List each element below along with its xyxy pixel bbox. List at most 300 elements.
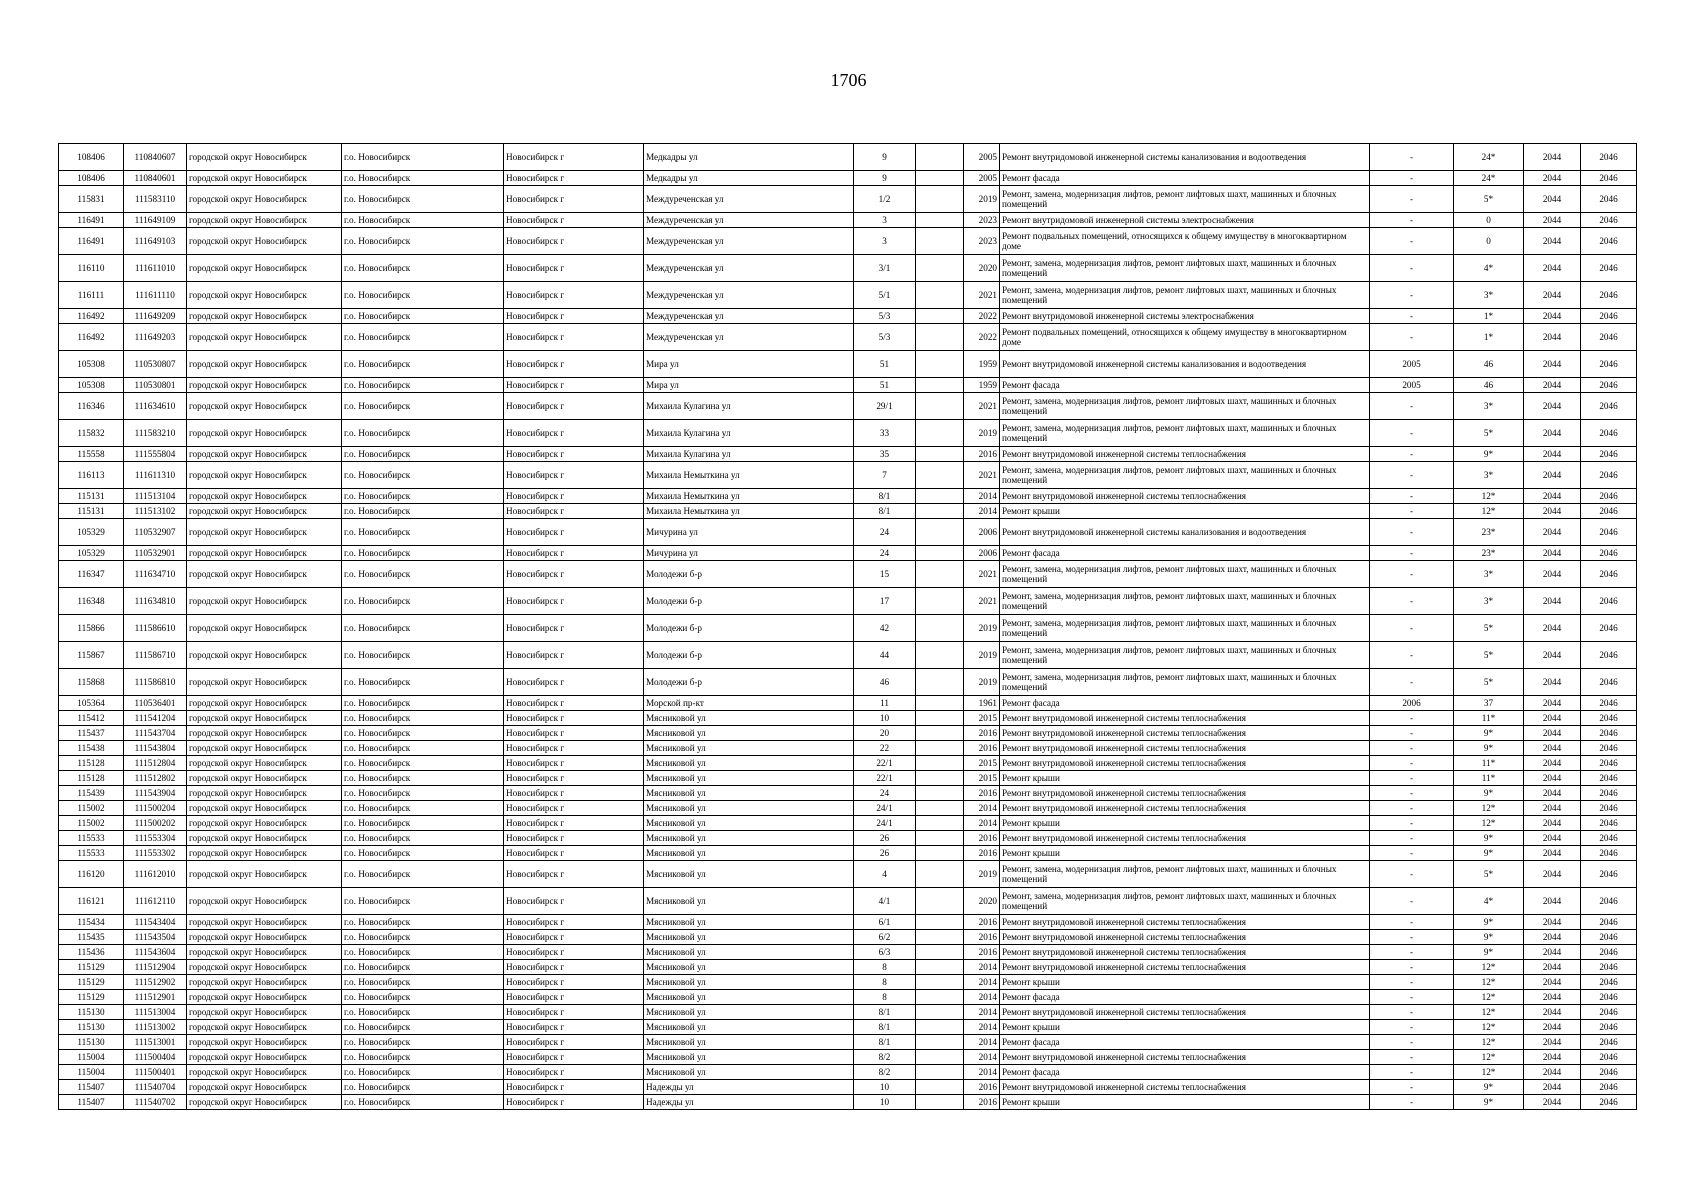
table-row xyxy=(59,861,1637,888)
municipality-cell: городской округ Новосибирск xyxy=(187,642,342,669)
city-cell: Новосибирск г xyxy=(504,462,644,489)
work-id-cell: 111586610 xyxy=(124,615,187,642)
work-type-cell: Ремонт внутридомовой инженерной системы теплоснабжения xyxy=(1000,711,1370,726)
plan-start-year-cell: 2044 xyxy=(1524,846,1581,861)
house-id-cell: 116492 xyxy=(59,324,124,351)
work-id-cell: 111512804 xyxy=(124,756,187,771)
house-number-cell: 24/1 xyxy=(854,801,916,816)
street-cell: Мясниковой ул xyxy=(644,816,854,831)
street-cell: Междуреченская ул xyxy=(644,228,854,255)
last-repair-year-cell: - xyxy=(1370,669,1454,696)
last-repair-year-cell: - xyxy=(1370,213,1454,228)
last-repair-year-cell: - xyxy=(1370,1065,1454,1080)
district-cell: г.о. Новосибирск xyxy=(342,489,504,504)
city-cell: Новосибирск г xyxy=(504,546,644,561)
building-cell xyxy=(916,756,964,771)
street-cell: Мясниковой ул xyxy=(644,930,854,945)
wear-cell: 11* xyxy=(1454,756,1524,771)
house-id-cell: 115004 xyxy=(59,1065,124,1080)
street-cell: Надежды ул xyxy=(644,1080,854,1095)
city-cell: Новосибирск г xyxy=(504,801,644,816)
city-cell: Новосибирск г xyxy=(504,831,644,846)
work-id-cell: 111611110 xyxy=(124,282,187,309)
table-row xyxy=(59,447,1637,462)
work-type-cell: Ремонт внутридомовой инженерной системы теплоснабжения xyxy=(1000,726,1370,741)
last-repair-year-cell: - xyxy=(1370,546,1454,561)
wear-cell: 9* xyxy=(1454,1095,1524,1110)
district-cell: г.о. Новосибирск xyxy=(342,615,504,642)
table-row xyxy=(59,1020,1637,1035)
last-repair-year-cell: - xyxy=(1370,888,1454,915)
build-year-cell: 2016 xyxy=(964,846,1000,861)
building-cell xyxy=(916,588,964,615)
plan-end-year-cell: 2046 xyxy=(1581,393,1637,420)
plan-start-year-cell: 2044 xyxy=(1524,546,1581,561)
plan-end-year-cell: 2046 xyxy=(1581,1005,1637,1020)
house-id-cell: 115832 xyxy=(59,420,124,447)
municipality-cell: городской округ Новосибирск xyxy=(187,393,342,420)
municipality-cell: городской округ Новосибирск xyxy=(187,990,342,1005)
wear-cell: 12* xyxy=(1454,975,1524,990)
plan-end-year-cell: 2046 xyxy=(1581,186,1637,213)
build-year-cell: 2022 xyxy=(964,324,1000,351)
municipality-cell: городской округ Новосибирск xyxy=(187,1020,342,1035)
house-number-cell: 29/1 xyxy=(854,393,916,420)
wear-cell: 37 xyxy=(1454,696,1524,711)
municipality-cell: городской округ Новосибирск xyxy=(187,771,342,786)
city-cell: Новосибирск г xyxy=(504,420,644,447)
city-cell: Новосибирск г xyxy=(504,1065,644,1080)
house-number-cell: 22 xyxy=(854,741,916,756)
plan-start-year-cell: 2044 xyxy=(1524,945,1581,960)
table-row xyxy=(59,144,1637,171)
wear-cell: 9* xyxy=(1454,447,1524,462)
building-cell xyxy=(916,945,964,960)
plan-end-year-cell: 2046 xyxy=(1581,546,1637,561)
table-row xyxy=(59,696,1637,711)
house-number-cell: 24 xyxy=(854,546,916,561)
plan-start-year-cell: 2044 xyxy=(1524,831,1581,846)
wear-cell: 9* xyxy=(1454,1080,1524,1095)
plan-start-year-cell: 2044 xyxy=(1524,144,1581,171)
plan-end-year-cell: 2046 xyxy=(1581,975,1637,990)
last-repair-year-cell: - xyxy=(1370,1095,1454,1110)
plan-end-year-cell: 2046 xyxy=(1581,213,1637,228)
work-type-cell: Ремонт фасада xyxy=(1000,696,1370,711)
building-cell xyxy=(916,504,964,519)
house-id-cell: 116348 xyxy=(59,588,124,615)
table-row xyxy=(59,915,1637,930)
building-cell xyxy=(916,1035,964,1050)
house-id-cell: 115407 xyxy=(59,1095,124,1110)
municipality-cell: городской округ Новосибирск xyxy=(187,462,342,489)
build-year-cell: 2021 xyxy=(964,561,1000,588)
house-id-cell: 115558 xyxy=(59,447,124,462)
build-year-cell: 1961 xyxy=(964,696,1000,711)
plan-start-year-cell: 2044 xyxy=(1524,447,1581,462)
city-cell: Новосибирск г xyxy=(504,786,644,801)
house-number-cell: 17 xyxy=(854,588,916,615)
last-repair-year-cell: - xyxy=(1370,861,1454,888)
city-cell: Новосибирск г xyxy=(504,1095,644,1110)
table-row xyxy=(59,615,1637,642)
build-year-cell: 2020 xyxy=(964,255,1000,282)
plan-end-year-cell: 2046 xyxy=(1581,171,1637,186)
house-id-cell: 116346 xyxy=(59,393,124,420)
city-cell: Новосибирск г xyxy=(504,930,644,945)
work-type-cell: Ремонт крыши xyxy=(1000,1095,1370,1110)
house-number-cell: 8/1 xyxy=(854,489,916,504)
city-cell: Новосибирск г xyxy=(504,669,644,696)
city-cell: Новосибирск г xyxy=(504,960,644,975)
build-year-cell: 2016 xyxy=(964,1095,1000,1110)
wear-cell: 3* xyxy=(1454,561,1524,588)
house-number-cell: 6/1 xyxy=(854,915,916,930)
build-year-cell: 2014 xyxy=(964,1050,1000,1065)
building-cell xyxy=(916,324,964,351)
house-number-cell: 20 xyxy=(854,726,916,741)
municipality-cell: городской округ Новосибирск xyxy=(187,489,342,504)
table-row xyxy=(59,771,1637,786)
plan-start-year-cell: 2044 xyxy=(1524,351,1581,378)
work-id-cell: 111649203 xyxy=(124,324,187,351)
last-repair-year-cell: - xyxy=(1370,975,1454,990)
last-repair-year-cell: - xyxy=(1370,786,1454,801)
build-year-cell: 2005 xyxy=(964,171,1000,186)
city-cell: Новосибирск г xyxy=(504,504,644,519)
street-cell: Морской пр-кт xyxy=(644,696,854,711)
plan-end-year-cell: 2046 xyxy=(1581,669,1637,696)
building-cell xyxy=(916,741,964,756)
table-row xyxy=(59,960,1637,975)
wear-cell: 4* xyxy=(1454,888,1524,915)
plan-start-year-cell: 2044 xyxy=(1524,930,1581,945)
build-year-cell: 2021 xyxy=(964,393,1000,420)
district-cell: г.о. Новосибирск xyxy=(342,1050,504,1065)
house-number-cell: 3/1 xyxy=(854,255,916,282)
wear-cell: 12* xyxy=(1454,1005,1524,1020)
plan-start-year-cell: 2044 xyxy=(1524,888,1581,915)
wear-cell: 3* xyxy=(1454,588,1524,615)
plan-start-year-cell: 2044 xyxy=(1524,711,1581,726)
work-type-cell: Ремонт, замена, модернизация лифтов, ремонт лифтовых шахт, машинных и блочных помещений xyxy=(1000,462,1370,489)
house-number-cell: 8/2 xyxy=(854,1050,916,1065)
municipality-cell: городской округ Новосибирск xyxy=(187,228,342,255)
plan-start-year-cell: 2044 xyxy=(1524,171,1581,186)
plan-end-year-cell: 2046 xyxy=(1581,255,1637,282)
work-id-cell: 111649209 xyxy=(124,309,187,324)
build-year-cell: 1959 xyxy=(964,351,1000,378)
work-type-cell: Ремонт, замена, модернизация лифтов, ремонт лифтовых шахт, машинных и блочных помещений xyxy=(1000,615,1370,642)
city-cell: Новосибирск г xyxy=(504,228,644,255)
building-cell xyxy=(916,816,964,831)
municipality-cell: городской округ Новосибирск xyxy=(187,1095,342,1110)
municipality-cell: городской округ Новосибирск xyxy=(187,846,342,861)
wear-cell: 11* xyxy=(1454,771,1524,786)
house-number-cell: 33 xyxy=(854,420,916,447)
work-id-cell: 111513102 xyxy=(124,504,187,519)
house-id-cell: 115129 xyxy=(59,960,124,975)
house-id-cell: 108406 xyxy=(59,171,124,186)
build-year-cell: 2014 xyxy=(964,1035,1000,1050)
house-id-cell: 115436 xyxy=(59,945,124,960)
table-row xyxy=(59,186,1637,213)
last-repair-year-cell: - xyxy=(1370,930,1454,945)
work-type-cell: Ремонт, замена, модернизация лифтов, ремонт лифтовых шахт, машинных и блочных помещений xyxy=(1000,588,1370,615)
house-id-cell: 116491 xyxy=(59,213,124,228)
wear-cell: 9* xyxy=(1454,726,1524,741)
plan-end-year-cell: 2046 xyxy=(1581,309,1637,324)
house-number-cell: 3 xyxy=(854,213,916,228)
work-id-cell: 110530807 xyxy=(124,351,187,378)
work-type-cell: Ремонт подвальных помещений, относящихся к общему имуществу в многоквартирном доме xyxy=(1000,228,1370,255)
house-id-cell: 115002 xyxy=(59,816,124,831)
wear-cell: 0 xyxy=(1454,213,1524,228)
district-cell: г.о. Новосибирск xyxy=(342,990,504,1005)
house-id-cell: 115004 xyxy=(59,1050,124,1065)
city-cell: Новосибирск г xyxy=(504,213,644,228)
plan-end-year-cell: 2046 xyxy=(1581,696,1637,711)
work-id-cell: 110536401 xyxy=(124,696,187,711)
street-cell: Мясниковой ул xyxy=(644,846,854,861)
house-number-cell: 6/3 xyxy=(854,945,916,960)
municipality-cell: городской округ Новосибирск xyxy=(187,309,342,324)
last-repair-year-cell: - xyxy=(1370,393,1454,420)
last-repair-year-cell: - xyxy=(1370,420,1454,447)
build-year-cell: 2016 xyxy=(964,447,1000,462)
table-row xyxy=(59,888,1637,915)
municipality-cell: городской округ Новосибирск xyxy=(187,171,342,186)
work-id-cell: 111512901 xyxy=(124,990,187,1005)
table-row xyxy=(59,213,1637,228)
work-type-cell: Ремонт внутридомовой инженерной системы теплоснабжения xyxy=(1000,960,1370,975)
city-cell: Новосибирск г xyxy=(504,726,644,741)
work-type-cell: Ремонт крыши xyxy=(1000,1020,1370,1035)
work-id-cell: 111634610 xyxy=(124,393,187,420)
street-cell: Медкадры ул xyxy=(644,171,854,186)
wear-cell: 23* xyxy=(1454,546,1524,561)
street-cell: Междуреченская ул xyxy=(644,255,854,282)
street-cell: Мясниковой ул xyxy=(644,786,854,801)
plan-end-year-cell: 2046 xyxy=(1581,960,1637,975)
city-cell: Новосибирск г xyxy=(504,771,644,786)
city-cell: Новосибирск г xyxy=(504,324,644,351)
last-repair-year-cell: - xyxy=(1370,228,1454,255)
work-type-cell: Ремонт внутридомовой инженерной системы канализования и водоотведения xyxy=(1000,519,1370,546)
plan-end-year-cell: 2046 xyxy=(1581,489,1637,504)
municipality-cell: городской округ Новосибирск xyxy=(187,1080,342,1095)
work-type-cell: Ремонт внутридомовой инженерной системы теплоснабжения xyxy=(1000,447,1370,462)
district-cell: г.о. Новосибирск xyxy=(342,1095,504,1110)
wear-cell: 12* xyxy=(1454,1050,1524,1065)
municipality-cell: городской округ Новосибирск xyxy=(187,960,342,975)
municipality-cell: городской округ Новосибирск xyxy=(187,144,342,171)
municipality-cell: городской округ Новосибирск xyxy=(187,561,342,588)
last-repair-year-cell: - xyxy=(1370,282,1454,309)
last-repair-year-cell: - xyxy=(1370,831,1454,846)
house-id-cell: 115407 xyxy=(59,1080,124,1095)
plan-end-year-cell: 2046 xyxy=(1581,861,1637,888)
table-row xyxy=(59,489,1637,504)
build-year-cell: 2016 xyxy=(964,945,1000,960)
work-id-cell: 111513001 xyxy=(124,1035,187,1050)
building-cell xyxy=(916,282,964,309)
plan-start-year-cell: 2044 xyxy=(1524,990,1581,1005)
building-cell xyxy=(916,519,964,546)
building-cell xyxy=(916,615,964,642)
district-cell: г.о. Новосибирск xyxy=(342,642,504,669)
plan-start-year-cell: 2044 xyxy=(1524,696,1581,711)
last-repair-year-cell: - xyxy=(1370,324,1454,351)
plan-start-year-cell: 2044 xyxy=(1524,861,1581,888)
city-cell: Новосибирск г xyxy=(504,915,644,930)
district-cell: г.о. Новосибирск xyxy=(342,351,504,378)
table-row xyxy=(59,1035,1637,1050)
last-repair-year-cell: - xyxy=(1370,771,1454,786)
municipality-cell: городской округ Новосибирск xyxy=(187,255,342,282)
last-repair-year-cell: - xyxy=(1370,186,1454,213)
house-number-cell: 4 xyxy=(854,861,916,888)
wear-cell: 12* xyxy=(1454,1035,1524,1050)
wear-cell: 12* xyxy=(1454,504,1524,519)
building-cell xyxy=(916,786,964,801)
plan-end-year-cell: 2046 xyxy=(1581,420,1637,447)
district-cell: г.о. Новосибирск xyxy=(342,504,504,519)
plan-start-year-cell: 2044 xyxy=(1524,615,1581,642)
municipality-cell: городской округ Новосибирск xyxy=(187,696,342,711)
city-cell: Новосибирск г xyxy=(504,561,644,588)
city-cell: Новосибирск г xyxy=(504,186,644,213)
street-cell: Мясниковой ул xyxy=(644,756,854,771)
last-repair-year-cell: 2006 xyxy=(1370,696,1454,711)
city-cell: Новосибирск г xyxy=(504,975,644,990)
building-cell xyxy=(916,144,964,171)
district-cell: г.о. Новосибирск xyxy=(342,186,504,213)
street-cell: Молодежи б-р xyxy=(644,642,854,669)
work-id-cell: 111500404 xyxy=(124,1050,187,1065)
table-row xyxy=(59,309,1637,324)
wear-cell: 9* xyxy=(1454,786,1524,801)
street-cell: Молодежи б-р xyxy=(644,615,854,642)
building-cell xyxy=(916,801,964,816)
municipality-cell: городской округ Новосибирск xyxy=(187,324,342,351)
work-type-cell: Ремонт крыши xyxy=(1000,975,1370,990)
street-cell: Михаила Кулагина ул xyxy=(644,393,854,420)
municipality-cell: городской округ Новосибирск xyxy=(187,915,342,930)
plan-end-year-cell: 2046 xyxy=(1581,1050,1637,1065)
city-cell: Новосибирск г xyxy=(504,1020,644,1035)
work-id-cell: 111634810 xyxy=(124,588,187,615)
plan-start-year-cell: 2044 xyxy=(1524,213,1581,228)
plan-end-year-cell: 2046 xyxy=(1581,1035,1637,1050)
build-year-cell: 2019 xyxy=(964,186,1000,213)
work-id-cell: 111512802 xyxy=(124,771,187,786)
wear-cell: 9* xyxy=(1454,831,1524,846)
city-cell: Новосибирск г xyxy=(504,615,644,642)
house-id-cell: 115533 xyxy=(59,831,124,846)
plan-end-year-cell: 2046 xyxy=(1581,447,1637,462)
street-cell: Мясниковой ул xyxy=(644,888,854,915)
building-cell xyxy=(916,642,964,669)
district-cell: г.о. Новосибирск xyxy=(342,144,504,171)
plan-end-year-cell: 2046 xyxy=(1581,771,1637,786)
plan-start-year-cell: 2044 xyxy=(1524,756,1581,771)
last-repair-year-cell: - xyxy=(1370,519,1454,546)
city-cell: Новосибирск г xyxy=(504,711,644,726)
table-row xyxy=(59,420,1637,447)
plan-start-year-cell: 2044 xyxy=(1524,228,1581,255)
work-type-cell: Ремонт внутридомовой инженерной системы теплоснабжения xyxy=(1000,489,1370,504)
wear-cell: 1* xyxy=(1454,324,1524,351)
plan-start-year-cell: 2044 xyxy=(1524,801,1581,816)
plan-start-year-cell: 2044 xyxy=(1524,378,1581,393)
municipality-cell: городской округ Новосибирск xyxy=(187,711,342,726)
house-number-cell: 10 xyxy=(854,1080,916,1095)
house-number-cell: 5/3 xyxy=(854,309,916,324)
work-type-cell: Ремонт, замена, модернизация лифтов, ремонт лифтовых шахт, машинных и блочных помещений xyxy=(1000,393,1370,420)
build-year-cell: 2021 xyxy=(964,588,1000,615)
plan-start-year-cell: 2044 xyxy=(1524,588,1581,615)
wear-cell: 1* xyxy=(1454,309,1524,324)
build-year-cell: 2016 xyxy=(964,915,1000,930)
plan-end-year-cell: 2046 xyxy=(1581,831,1637,846)
work-id-cell: 110532907 xyxy=(124,519,187,546)
district-cell: г.о. Новосибирск xyxy=(342,309,504,324)
table-row xyxy=(59,846,1637,861)
work-id-cell: 111649109 xyxy=(124,213,187,228)
city-cell: Новосибирск г xyxy=(504,888,644,915)
building-cell xyxy=(916,213,964,228)
municipality-cell: городской округ Новосибирск xyxy=(187,504,342,519)
municipality-cell: городской округ Новосибирск xyxy=(187,930,342,945)
district-cell: г.о. Новосибирск xyxy=(342,888,504,915)
work-id-cell: 111553302 xyxy=(124,846,187,861)
city-cell: Новосибирск г xyxy=(504,861,644,888)
house-id-cell: 105308 xyxy=(59,351,124,378)
house-number-cell: 15 xyxy=(854,561,916,588)
wear-cell: 12* xyxy=(1454,1065,1524,1080)
build-year-cell: 2016 xyxy=(964,726,1000,741)
house-id-cell: 115130 xyxy=(59,1020,124,1035)
work-id-cell: 111513104 xyxy=(124,489,187,504)
house-id-cell: 105308 xyxy=(59,378,124,393)
house-id-cell: 115831 xyxy=(59,186,124,213)
work-type-cell: Ремонт крыши xyxy=(1000,816,1370,831)
building-cell xyxy=(916,696,964,711)
plan-start-year-cell: 2044 xyxy=(1524,255,1581,282)
plan-start-year-cell: 2044 xyxy=(1524,1065,1581,1080)
house-number-cell: 44 xyxy=(854,642,916,669)
city-cell: Новосибирск г xyxy=(504,378,644,393)
work-type-cell: Ремонт, замена, модернизация лифтов, ремонт лифтовых шахт, машинных и блочных помещений xyxy=(1000,561,1370,588)
house-id-cell: 115130 xyxy=(59,1035,124,1050)
plan-start-year-cell: 2044 xyxy=(1524,282,1581,309)
building-cell xyxy=(916,1050,964,1065)
house-id-cell: 115131 xyxy=(59,489,124,504)
building-cell xyxy=(916,669,964,696)
table-row xyxy=(59,393,1637,420)
plan-end-year-cell: 2046 xyxy=(1581,711,1637,726)
wear-cell: 5* xyxy=(1454,669,1524,696)
district-cell: г.о. Новосибирск xyxy=(342,726,504,741)
table-row xyxy=(59,462,1637,489)
building-cell xyxy=(916,888,964,915)
plan-start-year-cell: 2044 xyxy=(1524,462,1581,489)
district-cell: г.о. Новосибирск xyxy=(342,975,504,990)
last-repair-year-cell: - xyxy=(1370,309,1454,324)
last-repair-year-cell: - xyxy=(1370,990,1454,1005)
plan-start-year-cell: 2044 xyxy=(1524,816,1581,831)
